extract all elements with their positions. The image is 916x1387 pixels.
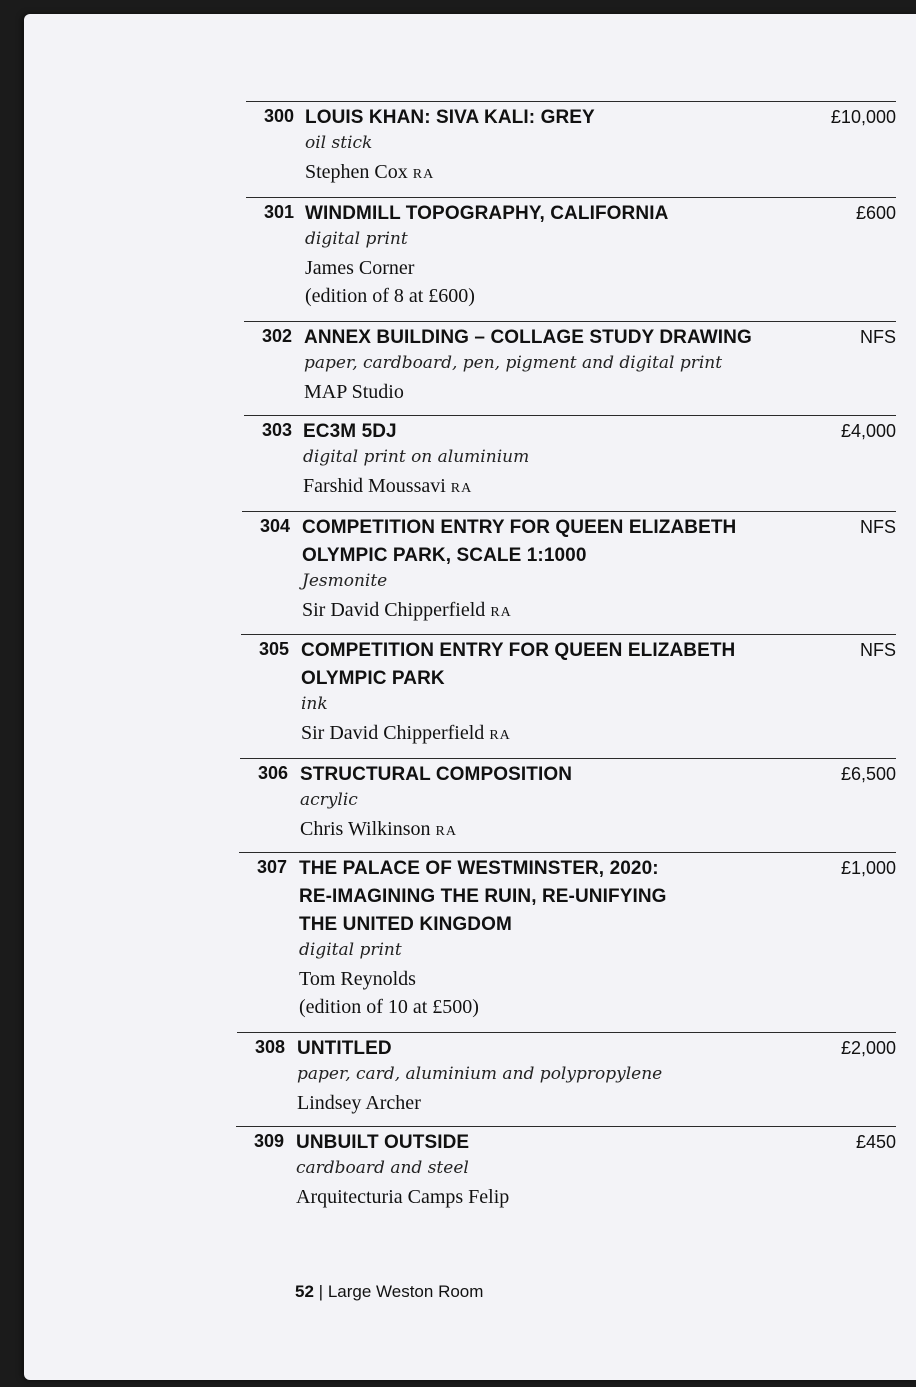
entry-medium: Jesmonite — [302, 571, 388, 591]
entry-divider — [240, 758, 896, 759]
entry-title — [301, 637, 735, 693]
artist-name: Sir David Chipperfield — [301, 722, 485, 744]
entry-divider — [246, 101, 896, 102]
entry-artist — [305, 161, 434, 184]
entry-number: 307 — [256, 857, 287, 877]
entry-medium: acrylic — [300, 790, 358, 810]
entry-title-line: COMPETITION ENTRY FOR QUEEN ELIZABETH — [302, 517, 737, 538]
artist-name: Lindsey Archer — [297, 1092, 421, 1114]
entry-number: 300 — [263, 106, 294, 126]
entry-divider — [239, 852, 896, 853]
entry-title — [300, 761, 572, 789]
artist-name: Sir David Chipperfield — [302, 599, 486, 621]
entry-title-line: STRUCTURAL COMPOSITION — [300, 764, 573, 785]
entry-title-line: THE UNITED KINGDOM — [299, 914, 512, 935]
entry-price: £6,500 — [840, 764, 896, 784]
entry-medium: paper, card, aluminium and polypropylene — [297, 1064, 663, 1084]
entry-divider — [244, 321, 896, 322]
entry-title — [302, 514, 736, 570]
artist-name: Chris Wilkinson — [300, 818, 431, 840]
entry-medium: cardboard and steel — [296, 1158, 469, 1178]
entry-divider — [236, 1126, 896, 1127]
entry-number: 303 — [261, 420, 292, 440]
entry-number: 301 — [263, 202, 294, 222]
entry-title-line: ANNEX BUILDING – COLLAGE STUDY DRAWING — [304, 327, 752, 348]
entry-medium: paper, cardboard, pen, pigment and digital print — [304, 353, 723, 373]
entry-number: 308 — [254, 1037, 285, 1057]
entry-artist — [299, 968, 416, 991]
entry-price: £450 — [855, 1132, 896, 1152]
entry-divider — [242, 511, 896, 512]
footer-separator: | — [318, 1282, 324, 1301]
entry-title-line: UNTITLED — [297, 1038, 392, 1059]
entry-divider — [241, 634, 896, 635]
entry-title-line: THE PALACE OF WESTMINSTER, 2020: — [299, 858, 659, 879]
entry-title — [299, 855, 667, 939]
entry-title-line: RE-IMAGINING THE RUIN, RE-UNIFYING — [299, 886, 667, 907]
entry-divider — [246, 197, 896, 198]
entry-title — [305, 104, 595, 132]
entry-number: 305 — [258, 639, 289, 659]
entry-title — [304, 324, 752, 352]
entry-price: NFS — [860, 517, 896, 537]
artist-name: James Corner — [305, 257, 415, 279]
entry-artist — [304, 381, 404, 404]
academician-suffix: RA — [435, 824, 457, 839]
academician-suffix: RA — [489, 728, 511, 743]
entry-title-line: WINDMILL TOPOGRAPHY, CALIFORNIA — [305, 203, 669, 224]
entry-artist — [301, 722, 511, 745]
entry-artist — [305, 257, 414, 280]
entry-number: 304 — [259, 516, 290, 536]
artist-name: Arquitecturia Camps Felip — [296, 1186, 510, 1208]
academician-suffix: RA — [490, 605, 512, 620]
entry-number: 302 — [261, 326, 292, 346]
artist-name: MAP Studio — [304, 381, 404, 403]
entry-medium: digital print — [299, 940, 402, 960]
room-name: Large Weston Room — [327, 1282, 484, 1301]
entry-price: £4,000 — [840, 421, 896, 441]
entry-artist — [300, 818, 457, 841]
entry-divider — [244, 415, 896, 416]
entry-number: 306 — [257, 763, 288, 783]
entry-artist — [303, 475, 472, 498]
page-number: 52 — [295, 1282, 314, 1301]
entry-price: £2,000 — [840, 1038, 896, 1058]
entry-medium: digital print — [305, 229, 408, 249]
entry-artist — [297, 1092, 421, 1115]
entry-title-line: COMPETITION ENTRY FOR QUEEN ELIZABETH — [301, 640, 736, 661]
edition-note: (edition of 8 at £600) — [305, 285, 475, 307]
entry-number: 309 — [253, 1131, 284, 1151]
entry-price: NFS — [860, 327, 896, 347]
entry-title-line: EC3M 5DJ — [303, 421, 397, 442]
entry-medium: digital print on aluminium — [303, 447, 530, 467]
entry-title — [303, 418, 397, 446]
artist-name: Tom Reynolds — [299, 968, 416, 990]
entry-title — [305, 200, 668, 228]
entry-medium: oil stick — [305, 133, 373, 153]
entry-price: £600 — [855, 203, 896, 223]
academician-suffix: RA — [412, 167, 435, 182]
entry-title-line: OLYMPIC PARK — [301, 668, 445, 689]
entry-price: £10,000 — [830, 107, 896, 127]
entry-title-line: LOUIS KHAN: SIVA KALI: GREY — [305, 107, 595, 128]
artist-name: Stephen Cox — [305, 161, 408, 183]
academician-suffix: RA — [450, 481, 473, 496]
entry-artist — [302, 599, 512, 622]
edition-note: (edition of 10 at £500) — [299, 996, 479, 1018]
page-footer — [295, 1282, 483, 1302]
entry-title-line: UNBUILT OUTSIDE — [296, 1132, 470, 1153]
entry-title — [297, 1035, 392, 1063]
entry-medium: ink — [301, 694, 328, 714]
entry-price: NFS — [860, 640, 896, 660]
artist-name: Farshid Moussavi — [303, 475, 446, 497]
entry-artist — [296, 1186, 509, 1209]
entry-title — [296, 1129, 469, 1157]
entry-divider — [237, 1032, 896, 1033]
entry-title-line: OLYMPIC PARK, SCALE 1:1000 — [302, 545, 587, 566]
entry-price: £1,000 — [840, 858, 896, 878]
